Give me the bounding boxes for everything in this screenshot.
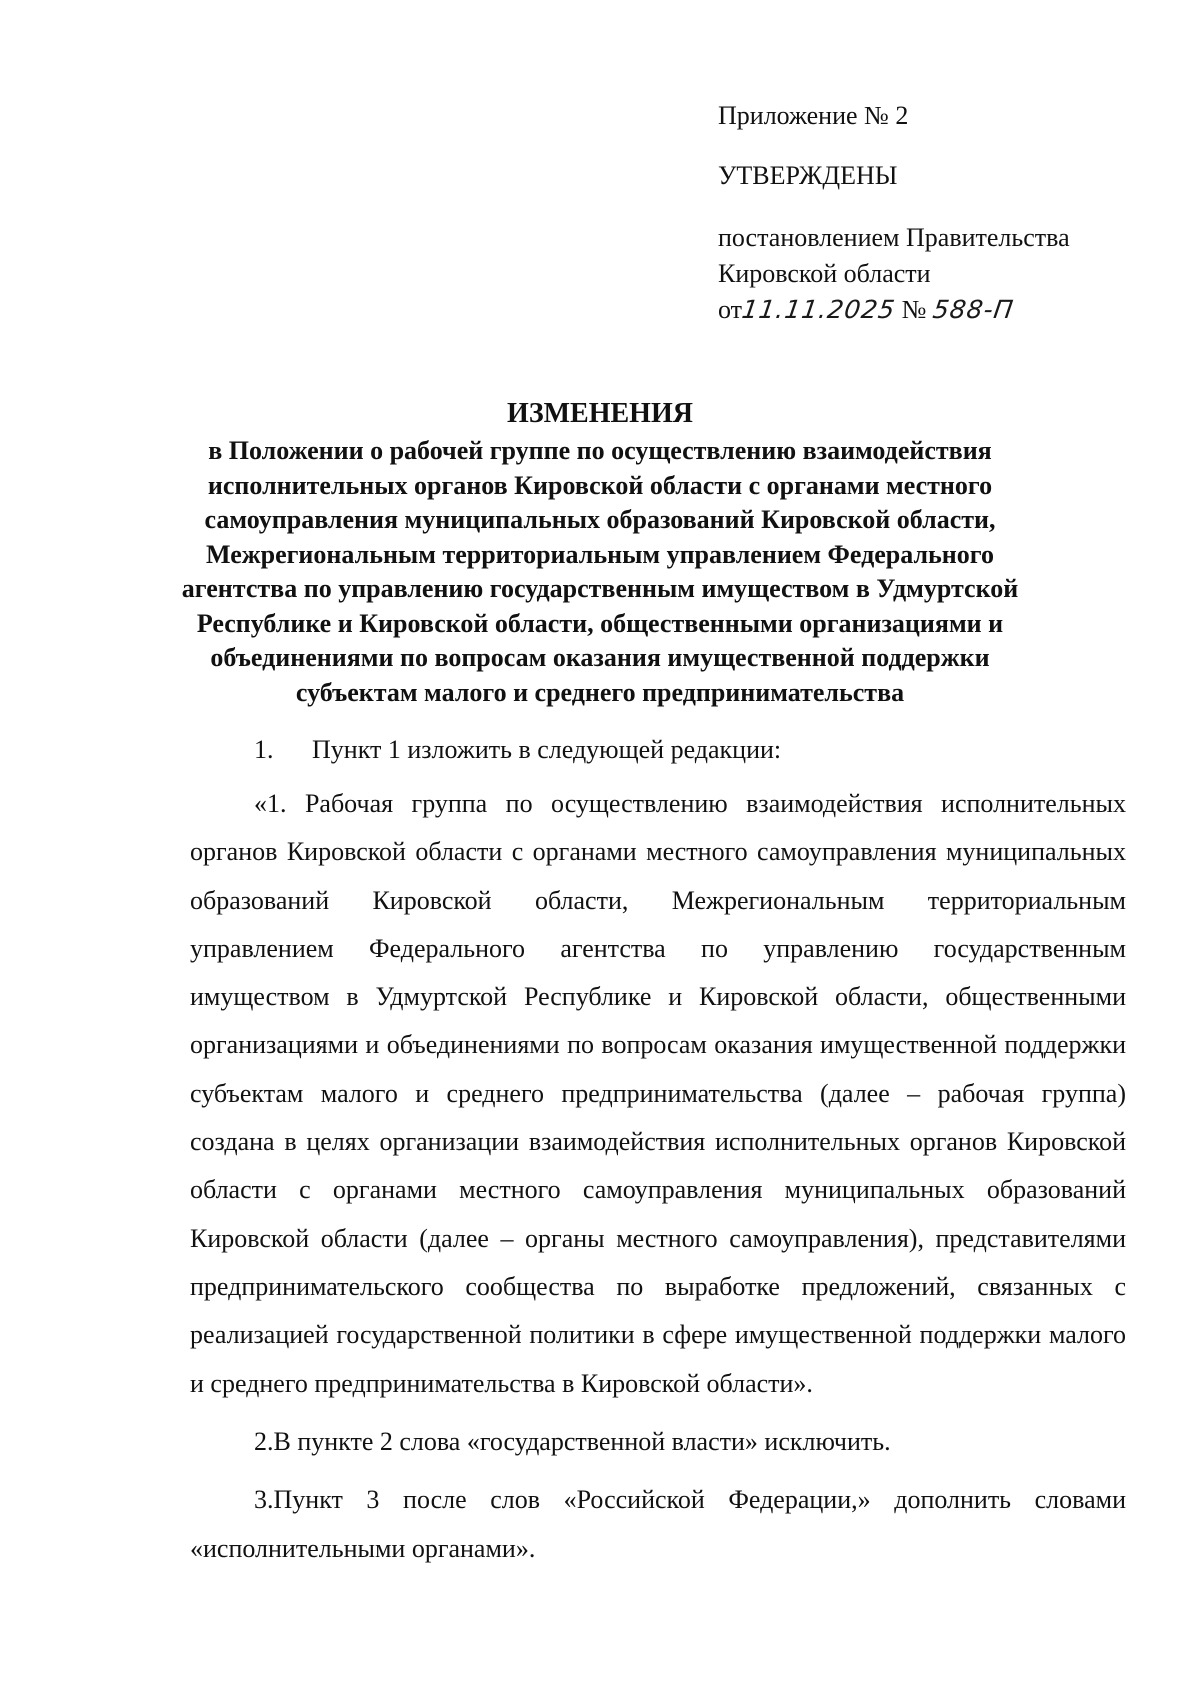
title-line-8: субъектам малого и среднего предпринимательства [295,677,905,707]
approved-label: УТВЕРЖДЕНЫ [718,161,898,190]
item-1-text: Пункт 1 изложить в следующей редакции: [312,735,782,764]
item-1-quote: «1. Рабочая группа по осуществлению взаимодействия исполнительных органов Кировской области с органами местного самоуправления муниципальных образований Кировской области, Межрегиональным территориальным управлением Федерального агентства по управлению государственным имуществом в Удмуртской Республике и Кировской области, общественными организациями и объединениями по вопросам оказания имущественной поддержки субъектам малого и среднего предпринимательства (далее – рабочая группа) создана в целях организации взаимодействия исполнительных органов Кировской области с органами местного самоуправления муниципальных образований Кировской области (далее – органы местного самоуправления), представителями предпринимательского сообщества по выработке предложений, связанных с реализацией государственной политики в сфере имущественной поддержки малого и среднего предпринимательства в Кировской области». [190,789,1126,1398]
item-1-number: 1. [254,735,274,764]
appendix-label: Приложение № 2 [718,101,909,130]
number-sign: № [901,295,927,324]
item-2 [190,1418,1126,1467]
date-prefix: от [718,295,743,324]
handwritten-number: 588-П [931,295,1016,324]
title-line-5: агентства по управлению государственным имуществом в Удмуртской [181,574,1019,603]
document-body [190,732,1126,1573]
item-3-text: Пункт 3 после слов «Российской Федерации,» дополнить словами «исполнительными органами». [190,1485,1126,1563]
approval-block [718,98,1138,328]
item-3 [190,1476,1126,1573]
title-line-3: самоуправления муниципальных образований Кировской области, [204,505,996,534]
title-line-4: Межрегиональным территориальным управлением Федерального [206,539,994,569]
title-line-7: объединениями по вопросам оказания имущественной поддержки [210,643,990,672]
resolution-line-1: постановлением Правительства [718,223,1070,252]
title-heading: ИЗМЕНЕНИЯ [507,398,693,429]
handwritten-date: 11.11.2025 [740,295,898,324]
item-1 [190,732,1126,768]
item-2-number: 2. [254,1426,274,1456]
item-3-number: 3. [254,1485,274,1515]
resolution-line-2: Кировской области [718,259,931,288]
resolution-date-line [718,292,1138,328]
title-line-2: исполнительных органов Кировской области с органами местного [207,470,993,500]
title-line-6: Республике и Кировской области, общественными организациями и [196,608,1004,638]
title-line-1: в Положении о рабочей группе по осуществлению взаимодействия [208,436,992,465]
item-2-text: В пункте 2 слова «государственной власти» исключить. [273,1426,891,1456]
document-title [160,394,1040,710]
